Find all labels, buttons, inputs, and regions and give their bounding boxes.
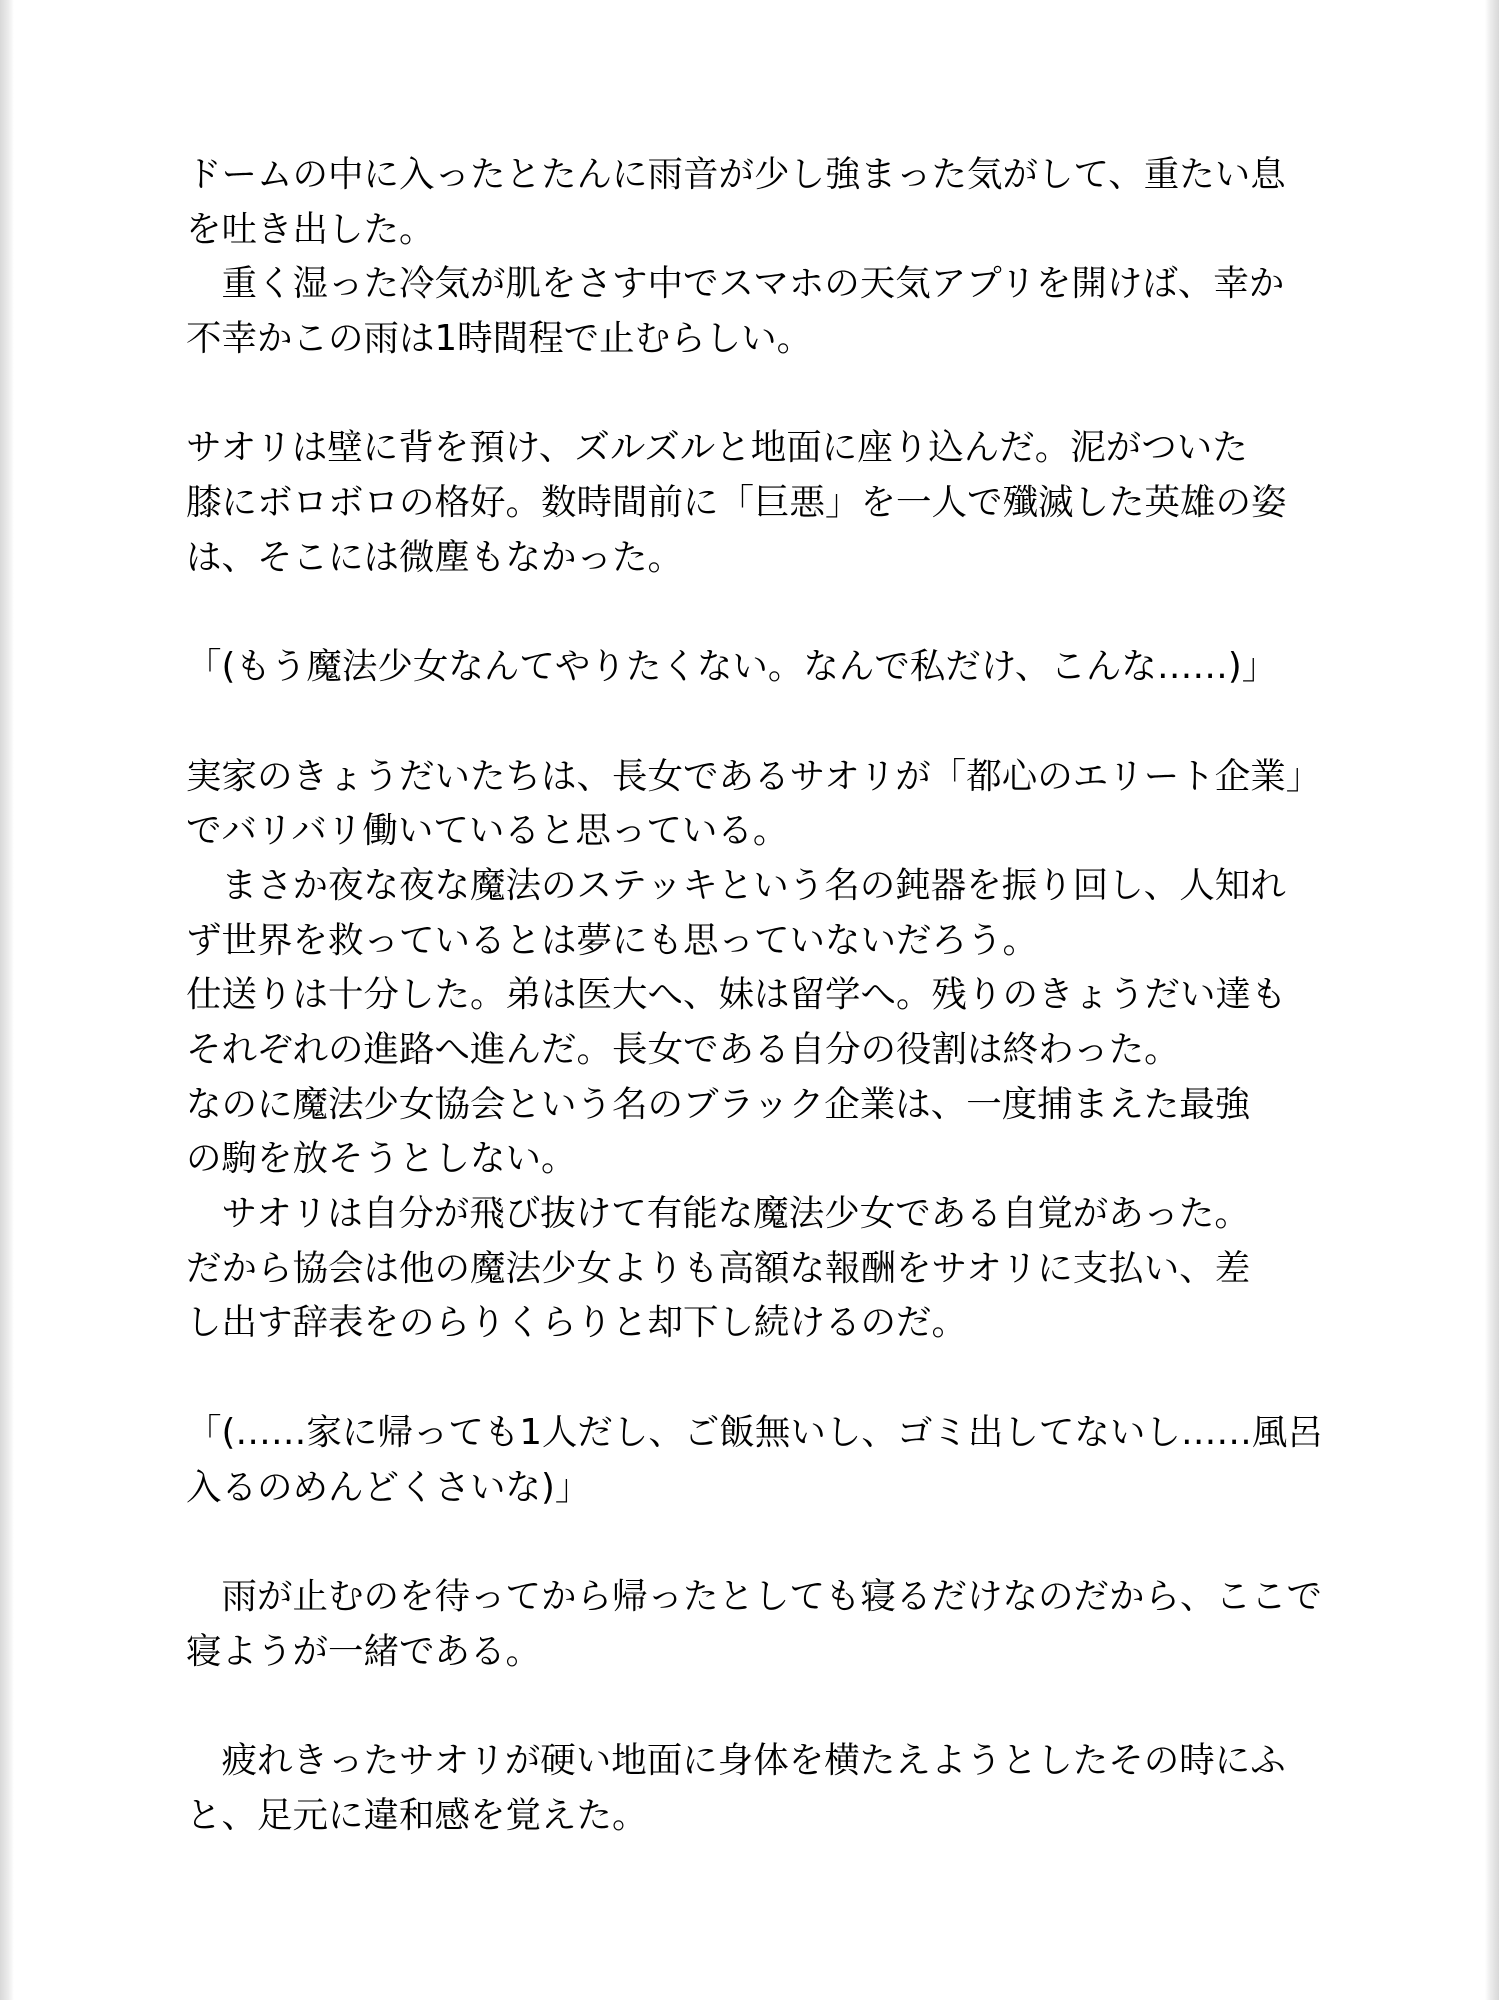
paragraph-gap — [186, 367, 1326, 422]
page-edge-left — [0, 0, 14, 2000]
body-text — [186, 148, 1326, 1843]
text-line: は、そこには微塵もなかった。 — [186, 536, 684, 578]
page-edge-right — [1485, 0, 1499, 2000]
text-line: 膝にボロボロの格好。数時間前に「巨悪」を一人で殲滅した英雄の姿 — [186, 482, 1287, 524]
text-line: だから協会は他の魔法少女よりも高額な報酬をサオリに支払い、差 — [186, 1247, 1251, 1289]
text-line: 「(もう魔法少女なんてやりたくない。なんで私だけ、こんな……)」 — [186, 646, 1278, 688]
text-line: 疲れきったサオリが硬い地面に身体を横たえようとしたその時にふ — [186, 1739, 1286, 1781]
text-line: まさか夜な夜な魔法のステッキという名の鈍器を振り回し、人知れ — [186, 864, 1286, 906]
text-line: サオリは自分が飛び抜けて有能な魔法少女である自覚があった。 — [186, 1193, 1250, 1235]
text-line: でバリバリ働いていると思っている。 — [186, 810, 789, 852]
text-line: なのに魔法少女協会という名のブラック企業は、一度捕まえた最強 — [186, 1083, 1251, 1125]
text-line: 寝ようが一緒である。 — [186, 1630, 542, 1672]
text-line: それぞれの進路へ進んだ。長女である自分の役割は終わった。 — [186, 1029, 1180, 1070]
paragraph-gap — [186, 1515, 1326, 1570]
text-line: 重く湿った冷気が肌をさす中でスマホの天気アプリを開けば、幸か — [186, 263, 1285, 305]
text-line: サオリは壁に背を預け、ズルズルと地面に座り込んだ。泥がついた — [186, 427, 1248, 469]
paragraph-gap — [186, 1351, 1326, 1406]
text-line: ドームの中に入ったとたんに雨音が少し強まった気がして、重たい息 — [186, 154, 1286, 195]
text-line: と、足元に違和感を覚えた。 — [186, 1794, 648, 1836]
paragraph-gap — [186, 695, 1326, 750]
paragraph-gap — [186, 1679, 1326, 1734]
text-line: 雨が止むのを待ってから帰ったとしても寝るだけなのだから、ここで — [186, 1575, 1323, 1617]
text-line: を吐き出した。 — [186, 208, 435, 250]
paragraph-gap — [186, 586, 1326, 641]
text-line: の駒を放そうとしない。 — [186, 1138, 577, 1180]
text-line: し出す辞表をのらりくらりと却下し続けるのだ。 — [186, 1302, 968, 1344]
text-line: 仕送りは十分した。弟は医大へ、妹は留学へ。残りのきょうだい達も — [186, 974, 1287, 1016]
text-line: 「(……家に帰っても1人だし、ご飯無いし、ゴミ出してないし……風呂 — [186, 1411, 1323, 1453]
text-line: 入るのめんどくさいな)」 — [186, 1466, 591, 1508]
text-line: ず世界を救っているとは夢にも思っていないだろう。 — [186, 919, 1039, 961]
text-line: 不幸かこの雨は1時間程で止むらしい。 — [186, 318, 813, 360]
text-line: 実家のきょうだいたちは、長女であるサオリが「都心のエリート企業」 — [186, 755, 1322, 797]
